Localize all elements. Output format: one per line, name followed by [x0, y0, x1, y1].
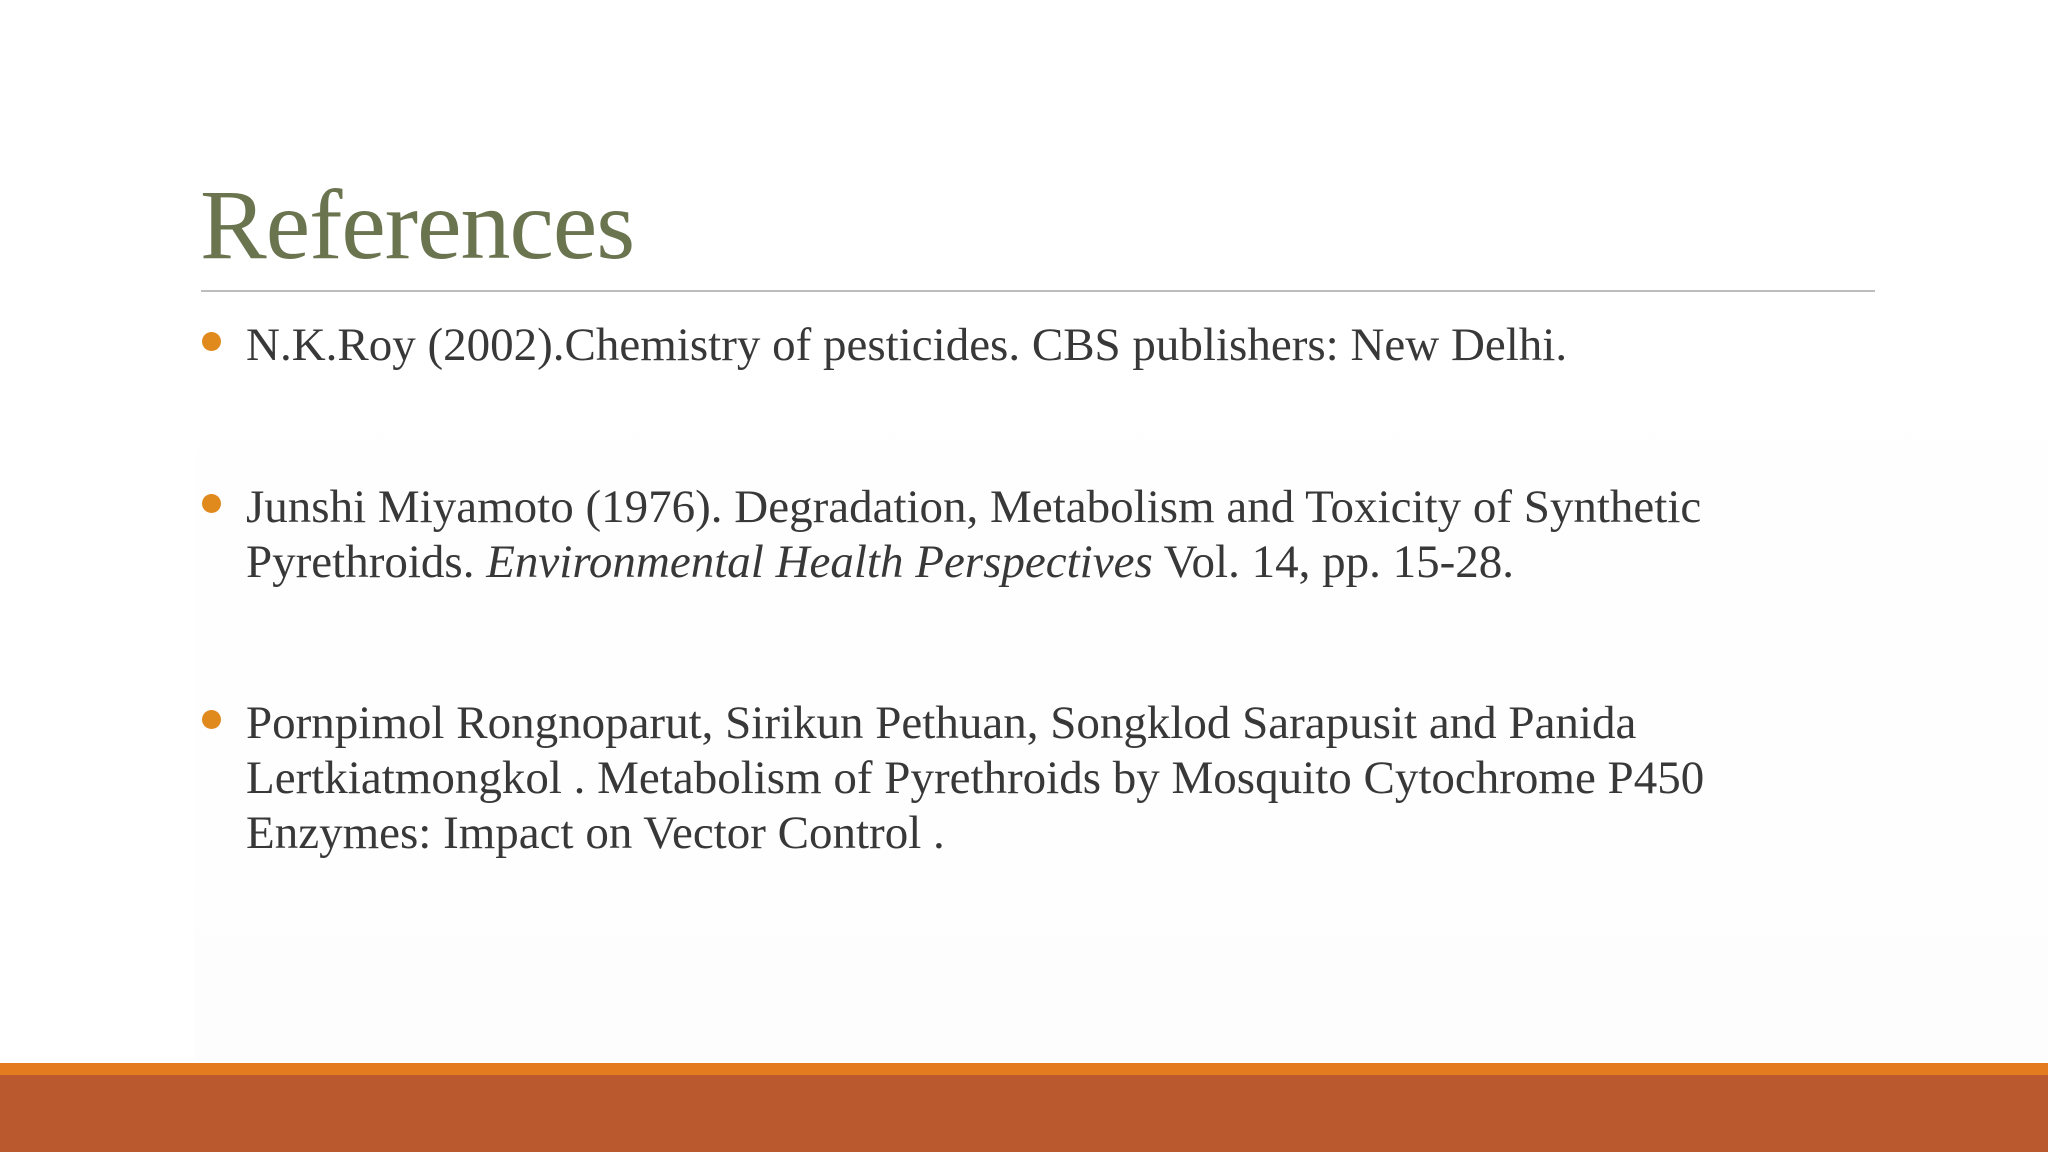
reference-text: Pornpimol Rongnoparut, Sirikun Pethuan, Songklod Sarapusit and Panida Lertkiatmongkol . Metabolism of Pyrethroids by Mosquito Cytochrome P450 Enzymes: Impact on Vector Control .: [246, 697, 1705, 859]
slide-title: References: [200, 169, 635, 280]
reference-text-part: Vol. 14, pp. 15-28.: [1152, 536, 1514, 588]
reference-item: [200, 696, 1880, 861]
bullet-icon: [200, 696, 246, 751]
reference-text-part: Junshi Miyamoto (1976). Degradation, Metabolism and Toxicity of Synthetic Pyrethroids.: [246, 481, 1702, 588]
reference-text: [246, 480, 1880, 590]
reference-item: [200, 480, 1880, 590]
reference-item: [200, 318, 1880, 373]
bullet-icon: [200, 480, 246, 535]
title-divider: [201, 290, 1875, 292]
bullet-icon: [200, 318, 246, 373]
footer-accent-stripe: [0, 1063, 2048, 1075]
journal-title: Environmental Health Perspectives: [486, 536, 1153, 588]
content-panel: [195, 300, 2048, 1060]
footer-bar: [0, 1075, 2048, 1152]
reference-text: N.K.Roy (2002).Chemistry of pesticides. CBS publishers: New Delhi.: [246, 319, 1568, 371]
